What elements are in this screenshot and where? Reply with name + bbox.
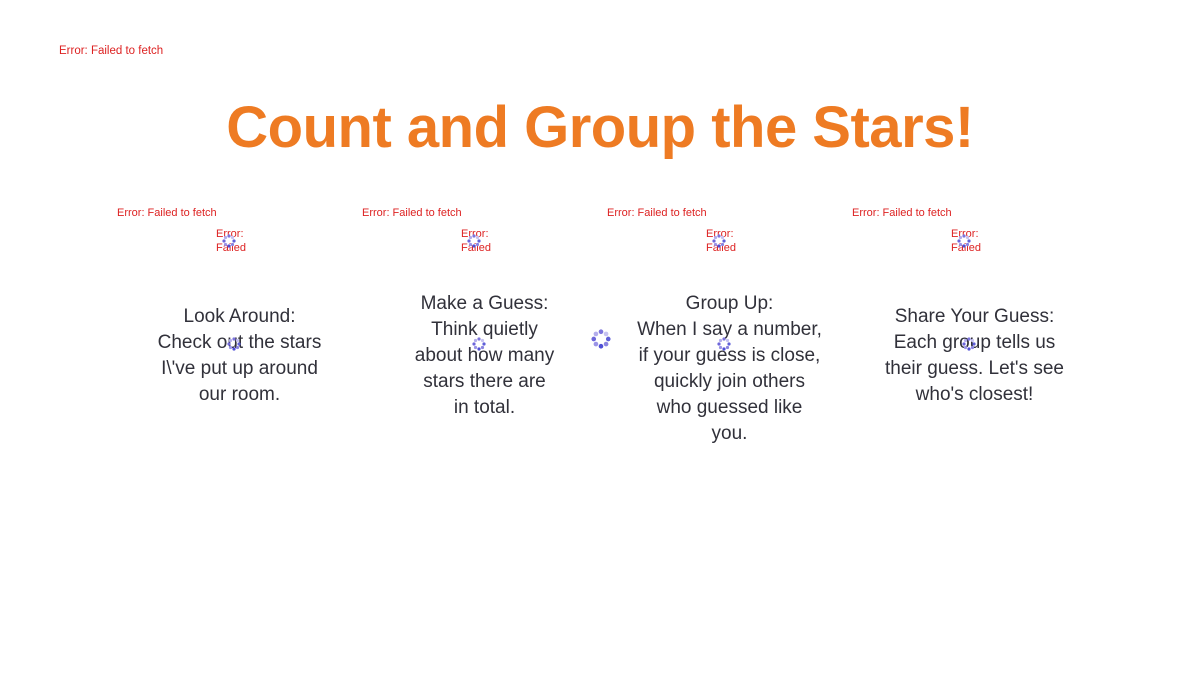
thumb-error-line: Failed: [706, 242, 736, 254]
image-error-text: Error: Failed to fetch: [117, 207, 217, 219]
loading-spinner-icon: [963, 240, 965, 242]
step-column-make-a-guess: [362, 206, 607, 447]
thumb-error-line: Error:: [951, 228, 979, 240]
slide-title: Count and Group the Stars!: [226, 95, 974, 160]
step-text-line: you.: [711, 423, 748, 444]
step-text-line: who guessed like: [656, 397, 803, 418]
loading-spinner-icon: [718, 240, 720, 242]
step-text-line: When I say a number,: [637, 319, 822, 340]
step-text: [852, 304, 1097, 408]
step-column-look-around: [117, 206, 362, 447]
step-text-line: Think quietly: [431, 319, 538, 340]
loading-spinner-icon: [968, 343, 970, 345]
step-text: [117, 304, 362, 408]
step-text: [362, 291, 607, 421]
step-text-line: stars there are: [423, 371, 546, 392]
step-text-line: Share Your Guess:: [894, 306, 1055, 327]
thumb-error-line: Error:: [706, 228, 734, 240]
thumb-error-line: Failed: [216, 242, 246, 254]
step-text-line: who's closest!: [915, 384, 1034, 405]
image-error-text: Error: Failed to fetch: [362, 207, 462, 219]
step-text-line: about how many: [414, 345, 555, 366]
loading-spinner-icon: [228, 240, 230, 242]
step-text-line: quickly join others: [653, 371, 806, 392]
page-error-text: Error: Failed to fetch: [59, 45, 164, 57]
steps-row: [117, 206, 1097, 447]
loading-spinner-icon: [723, 343, 725, 345]
thumb-error-text: [216, 227, 276, 255]
thumb-error-text: [461, 227, 521, 255]
thumb-error-line: Failed: [461, 242, 491, 254]
step-text-line: if your guess is close,: [638, 345, 821, 366]
step-text-line: our room.: [198, 384, 281, 405]
center-loading-spinner-icon: [600, 338, 603, 341]
image-error-text: Error: Failed to fetch: [607, 207, 707, 219]
step-text-line: Each group tells us: [893, 332, 1056, 353]
loading-spinner-icon: [473, 240, 475, 242]
step-column-group-up: [607, 206, 852, 447]
thumb-error-line: Error:: [216, 228, 244, 240]
thumb-error-line: Error:: [461, 228, 489, 240]
step-text-line: their guess. Let's see: [885, 358, 1064, 379]
thumb-error-text: [706, 227, 766, 255]
step-text-line: in total.: [453, 397, 516, 418]
step-text-line: Check out the stars: [157, 332, 322, 353]
step-text-line: Group Up:: [685, 293, 774, 314]
thumb-error-line: Failed: [951, 242, 981, 254]
image-error-text: Error: Failed to fetch: [852, 207, 952, 219]
loading-spinner-icon: [233, 343, 235, 345]
step-column-share-your-guess: [852, 206, 1097, 447]
step-text-line: Make a Guess:: [420, 293, 549, 314]
loading-spinner-icon: [478, 343, 480, 345]
step-text-line: Look Around:: [183, 306, 296, 327]
step-text: [607, 291, 852, 447]
thumb-error-text: [951, 227, 1011, 255]
step-text-line: I\'ve put up around: [161, 358, 318, 379]
